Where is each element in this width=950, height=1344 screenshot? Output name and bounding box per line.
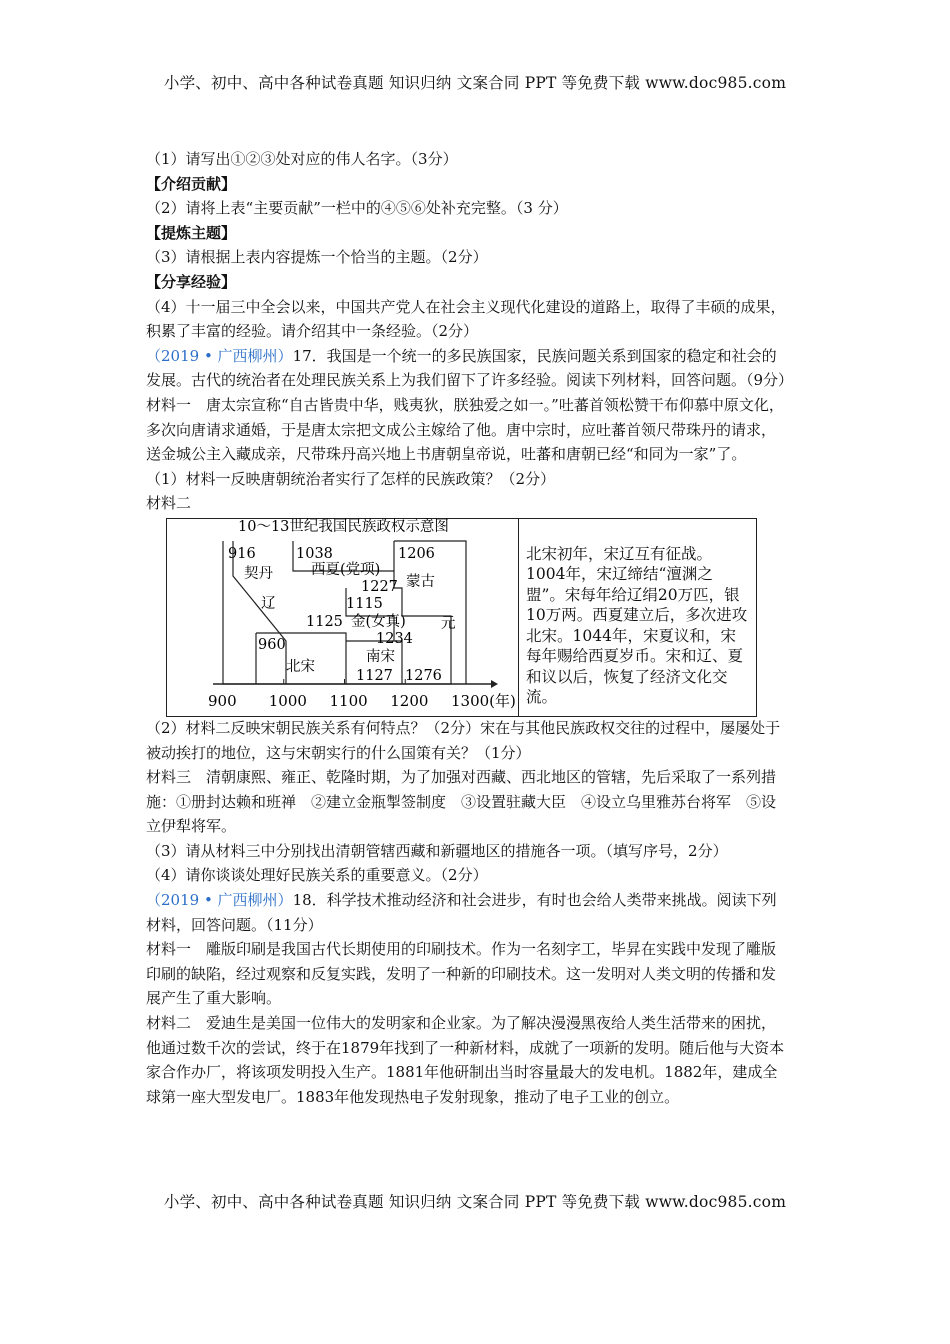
material-18-2: 材料二 爱迪生是美国一位伟大的发明家和企业家。为了解决漫漫黑夜给人类生活带来的困扰，他通过数千次的尝试，终于在1879年找到了一种新材料，成就了一项新的发明。随后他与大资本家合作办厂，将该项发明投入生产。1881年他研制出当时容量最大的发电机。1882年，建成全球第一座大型发电厂。1883年他发现热电子发射现象，推动了电子工业的创立。 — [146, 1014, 785, 1106]
figure-divider — [518, 518, 519, 717]
x-tick-label: 1300(年) — [451, 691, 516, 710]
q18-source: （2019 • 广西柳州） — [146, 891, 293, 910]
label-1127: 1127 — [356, 667, 393, 684]
label-1206: 1206 — [398, 545, 435, 562]
label-beisong: 北宋 — [286, 658, 315, 675]
x-axis-arrow — [491, 680, 498, 688]
x-tick-label: 1100 — [329, 691, 368, 710]
label-960: 960 — [258, 636, 286, 653]
label-1276: 1276 — [405, 667, 442, 684]
regime-figure — [146, 516, 786, 716]
x-tick-label: 900 — [208, 691, 237, 710]
label-xixia: 西夏(党项) — [311, 561, 381, 578]
document-body — [146, 147, 794, 1109]
label-1234: 1234 — [376, 630, 413, 647]
label-nansong: 南宋 — [366, 648, 395, 665]
question-4: （4）十一届三中全会以来，中国共产党人在社会主义现代化建设的道路上，取得了丰硕的成果，积累了丰富的经验。请介绍其中一条经验。（2分） — [146, 297, 786, 341]
q17-stem-text: 17．我国是一个统一的多民族国家，民族问题关系到国家的稳定和社会的发展。古代的统治者在处理民族关系上为我们留下了许多经验。阅读下列材料，回答问题。（9分） — [146, 346, 794, 390]
label-jin: 金(女真) — [351, 613, 406, 630]
x-tick-label: 1000 — [268, 691, 307, 710]
chart-title: 10～13世纪我国民族政权示意图 — [238, 518, 449, 535]
q18-stem-text: 18．科学技术推动经济和社会进步，有时也会给人类带来挑战。阅读下列材料，回答问题。（11分） — [146, 891, 777, 934]
label-1115: 1115 — [346, 595, 383, 612]
menggu-block — [394, 541, 466, 684]
regime-chart — [146, 516, 518, 716]
section-share: 【分享经验】 — [146, 272, 237, 291]
label-menggu: 蒙古 — [406, 573, 435, 590]
label-qidan: 契丹 — [244, 565, 273, 582]
question-2: （2）请将上表“主要贡献”一栏中的④⑤⑥处补充完整。（3 分） — [146, 199, 568, 218]
material-1: 材料一 唐太宗宣称“自古皆贵中华，贱夷狄，朕独爱之如一。”吐蕃首领松赞干布仰慕中原文化，多次向唐请求通婚，于是唐太宗把文成公主嫁给了他。唐中宗时，应吐蕃首领尺带珠丹的请求，送金城公主入藏成亲，尺带珠丹高兴地上书唐朝皇帝说，吐蕃和唐朝已经“和同为一家”了。 — [146, 395, 784, 464]
page-header: 小学、初中、高中各种试卷真题 知识归纳 文案合同 PPT 等免费下载 www.doc985.com — [163, 74, 787, 92]
label-1125: 1125 — [306, 613, 343, 630]
x-tick-label: 1200 — [390, 691, 429, 710]
label-yuan: 元 — [441, 615, 456, 632]
material-3: 材料三 清朝康熙、雍正、乾隆时期，为了加强对西藏、西北地区的管辖，先后采取了一系列措施：①册封达赖和班禅 ②建立金瓶掣签制度 ③设置驻藏大臣 ④设立乌里雅苏台将军 ⑤设立伊犁将军。 — [146, 768, 777, 836]
label-1038: 1038 — [296, 545, 333, 562]
q17-source: （2019 • 广西柳州） — [146, 346, 293, 365]
page-footer: 小学、初中、高中各种试卷真题 知识归纳 文案合同 PPT 等免费下载 www.doc985.com — [163, 1193, 787, 1211]
liao-boundary — [233, 541, 286, 684]
question-1: （1）请写出①②③处对应的伟人名字。（3分） — [146, 150, 458, 168]
section-theme: 【提炼主题】 — [146, 223, 237, 242]
material-2-label: 材料二 — [146, 494, 192, 513]
section-contribution: 【介绍贡献】 — [146, 174, 237, 193]
material-18-1: 材料一 雕版印刷是我国古代长期使用的印刷技术。作为一名刻字工，毕昇在实践中发现了雕版印刷的缺陷，经过观察和反复实践，发明了一种新的印刷技术。这一发明对人类文明的传播和发展产生了重大影响。 — [146, 940, 777, 1008]
question-17-stem — [146, 344, 794, 393]
question-17-1: （1）材料一反映唐朝统治者实行了怎样的民族政策？（2分） — [146, 469, 556, 488]
label-liao: 辽 — [261, 595, 276, 612]
question-18-stem — [146, 888, 786, 937]
question-17-3: （3）请从材料三中分别找出清朝管辖西藏和新疆地区的措施各一项。（填写序号，2分） — [146, 841, 728, 860]
question-3: （3）请根据上表内容提炼一个恰当的主题。（2分） — [146, 248, 488, 267]
question-17-4: （4）请你谈谈处理好民族关系的重要意义。（2分） — [146, 866, 488, 885]
label-1227: 1227 — [361, 578, 398, 595]
figure-side-text: 北宋初年，宋辽互有征战。1004年，宋辽缔结“澶渊之盟”。宋每年给辽绢20万匹，银10万两。西夏建立后，多次进攻北宋。1044年，宋夏议和，宋每年赐给西夏岁币。宋和辽、夏和议以后，恢复了经济文化交流。 — [526, 544, 748, 707]
label-916: 916 — [228, 545, 256, 562]
question-17-2: （2）材料二反映宋朝民族关系有何特点？（2分）宋在与其他民族政权交往的过程中，屡屡处于被动挨打的地位，这与宋朝实行的什么国策有关？（1分） — [146, 718, 781, 762]
